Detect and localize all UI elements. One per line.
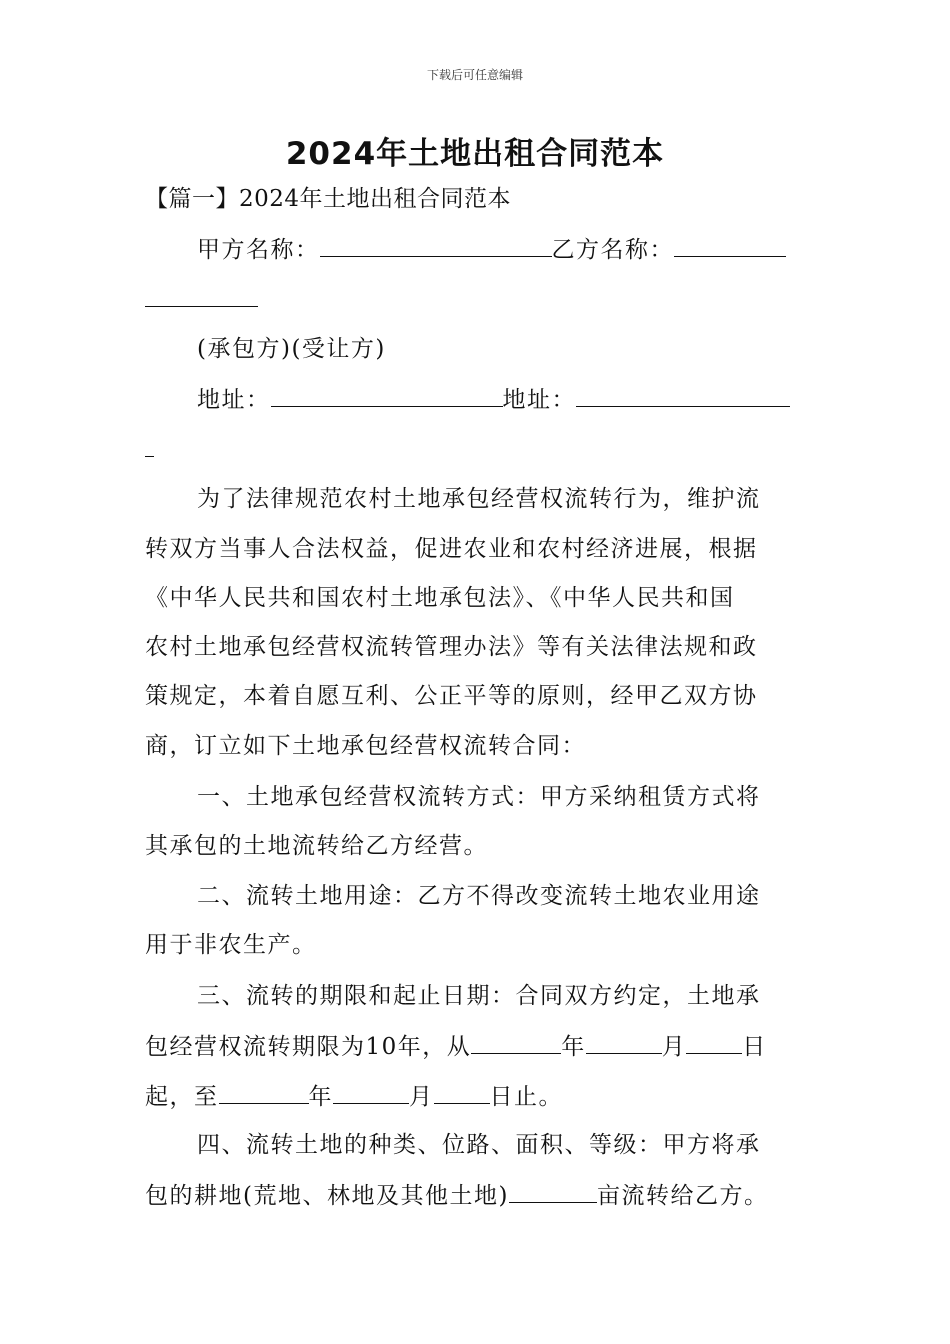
address-b-blank[interactable] <box>576 384 790 407</box>
section-heading: 【篇一】2024年土地出租合同范本 <box>145 186 512 212</box>
party-b-name-blank[interactable] <box>674 234 786 257</box>
document-title: 2024年土地出租合同范本 <box>285 136 665 172</box>
clause-3-line-1: 三、流转的期限和起止日期：合同双方约定，土地承 <box>197 983 761 1009</box>
clause-4-line-1: 四、流转土地的种类、位路、面积、等级：甲方将承 <box>197 1132 761 1158</box>
end-text: 起，至 <box>145 1084 219 1110</box>
party-a-name-blank[interactable] <box>320 234 552 257</box>
address-line <box>197 384 810 415</box>
body-line-3: 《中华人民共和国农村土地承包法》、《中华人民共和国 <box>145 585 735 611</box>
address-label-a: 地址： <box>197 387 271 413</box>
clause-1-line-2: 其承包的土地流转给乙方经营。 <box>145 833 488 859</box>
party-a-name-label: 甲方名称： <box>197 237 320 263</box>
start-day-blank[interactable] <box>686 1031 742 1054</box>
address-b-blank-continued[interactable] <box>145 434 154 457</box>
party-b-name-label: 乙方名称： <box>551 237 674 263</box>
clause-1-line-1: 一、土地承包经营权流转方式：甲方采纳租赁方式将 <box>197 784 761 810</box>
start-month-blank[interactable] <box>586 1031 662 1054</box>
start-day-unit: 日 <box>742 1034 767 1060</box>
clause-3-line-2 <box>145 1031 810 1062</box>
end-year-unit: 年 <box>308 1084 333 1110</box>
clause-2-line-1: 二、流转土地用途：乙方不得改变流转土地农业用途 <box>197 883 761 909</box>
party-b-name-blank-continued[interactable] <box>145 284 258 307</box>
clause-3-line-3 <box>145 1081 810 1112</box>
end-month-blank[interactable] <box>333 1081 409 1104</box>
end-day-blank[interactable] <box>434 1081 490 1104</box>
body-line-2: 转双方当事人合法权益，促进农业和农村经济进展，根据 <box>145 536 758 562</box>
body-line-4: 农村土地承包经营权流转管理办法》等有关法律法规和政 <box>145 634 758 660</box>
area-blank[interactable] <box>509 1180 597 1203</box>
address-continued <box>145 434 810 465</box>
header-note: 下载后可任意编辑 <box>426 68 523 82</box>
start-month-unit: 月 <box>661 1034 687 1060</box>
end-year-blank[interactable] <box>219 1081 309 1104</box>
body-line-5: 策规定，本着自愿互利、公正平等的原则，经甲乙双方协 <box>145 683 758 709</box>
end-month-unit: 月 <box>409 1084 434 1110</box>
end-day-unit: 日止。 <box>489 1084 563 1110</box>
party-b-name-continued <box>145 284 810 315</box>
start-year-blank[interactable] <box>471 1031 561 1054</box>
address-label-b: 地址： <box>502 387 576 413</box>
clause-2-line-2: 用于非农生产。 <box>145 932 317 958</box>
body-line-6: 商，订立如下土地承包经营权流转合同： <box>145 733 586 759</box>
body-line-1: 为了法律规范农村土地承包经营权流转行为，维护流 <box>197 486 761 512</box>
clause-4-line-2 <box>145 1180 810 1211</box>
start-year-unit: 年 <box>561 1034 586 1060</box>
land-type-text: 包的耕地(荒地、林地及其他土地) <box>145 1183 509 1209</box>
party-names-line <box>197 234 810 265</box>
roles-line: (承包方)(受让方) <box>197 336 386 362</box>
term-text: 包经营权流转期限为10年，从 <box>145 1034 472 1060</box>
area-unit-text: 亩流转给乙方。 <box>596 1183 769 1209</box>
address-a-blank[interactable] <box>271 384 503 407</box>
